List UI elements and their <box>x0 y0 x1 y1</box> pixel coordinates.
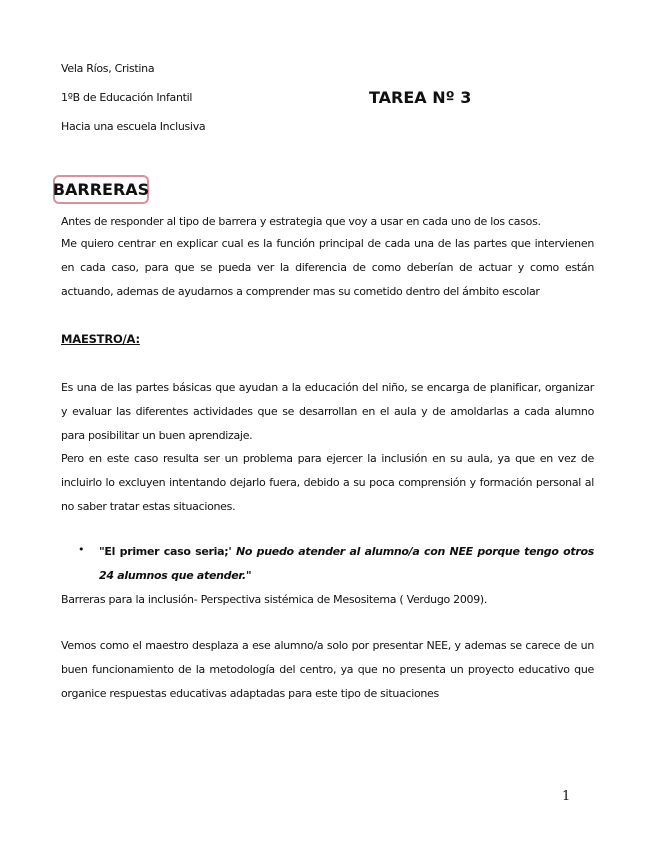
maestro-heading: MAESTRO/A: <box>61 332 140 346</box>
page-number: 1 <box>562 789 571 804</box>
case-quote-bullet <box>99 540 594 588</box>
course-line: 1ºB de Educación Infantil <box>61 91 193 104</box>
bullet-marker: • <box>78 543 85 556</box>
barreras-intro-line: Antes de responder al tipo de barrera y estrategia que voy a usar en cada uno de los casos. <box>61 215 541 228</box>
barreras-paragraph: Me quiero centrar en explicar cual es la función principal de cada una de las partes que intervienen en cada caso, para que se pueda ver la diferencia de como deberían de actuar y como están actuando, ademas de ayudarnos a comprender mas su cometido dentro del ámbito escolar <box>61 237 594 298</box>
maestro-paragraph-1: Es una de las partes básicas que ayudan a la educación del niño, se encarga de planificar, organizar y evaluar las diferentes actividades que se desarrollan en el aula y de amoldarlas a cada alumno para posibilitar un buen aprendizaje. <box>61 381 594 442</box>
maestro-paragraph-2: Pero en este caso resulta ser un problema para ejercer la inclusión en su aula, ya que en vez de incluirlo lo excluyen intentando dejarlo fuera, debido a su poca comprensión y formación personal al no saber tratar estas situaciones. <box>61 452 594 513</box>
case-quote-close: " <box>245 569 252 582</box>
barreras-heading-box <box>53 175 149 204</box>
reference-line: Barreras para la inclusión- Perspectiva sistémica de Mesositema ( Verdugo 2009). <box>61 593 488 606</box>
barreras-heading: BARRERAS <box>52 180 150 199</box>
author-name: Vela Ríos, Cristina <box>61 62 155 75</box>
document-title: TAREA Nº 3 <box>369 88 472 107</box>
case-quote-body: No puedo atender al alumno/a con NEE porque tengo otros 24 alumnos que atender. <box>99 545 594 582</box>
case-quote-lead: "El primer caso seria;' <box>99 545 236 558</box>
maestro-paragraph-3: Vemos como el maestro desplaza a ese alumno/a solo por presentar NEE, y ademas se carece de un buen funcionamiento de la metodología del centro, ya que no presenta un proyecto educativo que organice respuestas educativas adaptadas para este tipo de situaciones <box>61 639 594 700</box>
subject-line: Hacia una escuela Inclusiva <box>61 120 206 133</box>
